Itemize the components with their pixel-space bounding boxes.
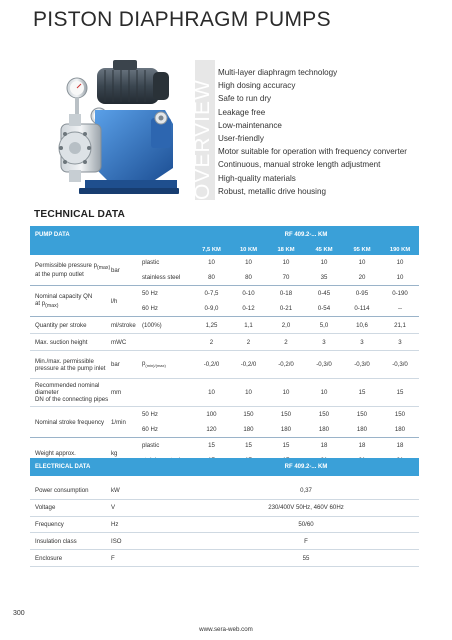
table-row: [30, 317, 419, 334]
header-spacer: [30, 244, 193, 255]
row-label: Power consumption: [30, 483, 111, 499]
table-row: [30, 255, 419, 270]
table-row: [30, 550, 419, 567]
cell: 10,6: [343, 317, 381, 334]
feature-item: Low-maintenance: [218, 120, 282, 130]
row-sublabel-empty: [142, 334, 193, 351]
row-sublabel: $p_{(min)/(max)}$: [142, 351, 193, 379]
cell: 3: [305, 334, 343, 351]
cell: -0,3/0: [381, 351, 419, 379]
row-unit: l/h: [111, 286, 142, 317]
row-label: Insulation class: [30, 533, 111, 550]
row-label: Voltage: [30, 499, 111, 516]
cell: 18: [396, 442, 404, 449]
cell: 1,1: [230, 317, 267, 334]
cell: 150: [280, 411, 292, 418]
electrical-data-table: [30, 458, 419, 567]
cell: 180: [343, 422, 381, 438]
cell: 0-9,0: [193, 301, 230, 317]
row-label: Recommended nominal diameter DN of the connecting pipes: [30, 379, 111, 407]
cell: 2: [267, 334, 305, 351]
cell: 10: [208, 259, 215, 266]
cell: 150: [356, 411, 368, 418]
row-label: Nominal capacity QN at $p_{(max)}$: [30, 286, 111, 317]
row-unit: bar: [111, 351, 142, 379]
cell: 0-7,5: [204, 290, 219, 297]
cell: 15: [282, 442, 290, 449]
cell: 3: [343, 334, 381, 351]
cell: 150: [243, 411, 254, 418]
cell: 15: [245, 442, 252, 449]
model-title: RF 409.2-... KM: [193, 226, 419, 244]
feature-item: Leakage free: [218, 107, 266, 117]
cell: 80: [193, 270, 230, 286]
cell: 10: [320, 259, 328, 266]
cell: 0-45: [317, 290, 331, 297]
feature-item: Motor suitable for operation with frequency converter: [218, 147, 407, 157]
row-unit: ml/stroke: [111, 317, 142, 334]
cell: --: [381, 301, 419, 317]
row-sublabel-empty: [142, 379, 193, 407]
cell: 100: [206, 411, 217, 418]
cell: 2,0: [267, 317, 305, 334]
row-unit: Hz: [111, 516, 193, 533]
table-row: [30, 379, 419, 407]
row-label: Max. suction height: [30, 334, 111, 351]
cell: -0,2/0: [267, 351, 305, 379]
cell: -0,2/0: [230, 351, 267, 379]
cell: 150: [394, 411, 406, 418]
row-sublabel: stainless steel: [142, 270, 193, 286]
cell: 180: [381, 422, 419, 438]
feature-item: Multi-layer diaphragm technology: [218, 68, 338, 77]
cell: 70: [267, 270, 305, 286]
table-row: [30, 334, 419, 351]
electrical-data-title: ELECTRICAL DATA: [30, 458, 193, 476]
cell: F: [193, 533, 419, 550]
row-sublabel: 60 Hz: [142, 301, 193, 317]
row-sublabel: plastic: [142, 259, 160, 266]
cell: 0-12: [230, 301, 267, 317]
cell: 10: [267, 379, 305, 407]
feature-item: High-quality materials: [218, 173, 296, 183]
row-label: Weight approx.: [30, 438, 111, 469]
cell: 15: [381, 379, 419, 407]
cell: 55: [193, 550, 419, 567]
feature-item: Safe to run dry: [218, 94, 272, 104]
cell: 10: [305, 379, 343, 407]
cell: 0-21: [267, 301, 305, 317]
cell: 50/60: [193, 516, 419, 533]
cell: 180: [305, 422, 343, 438]
footer-url[interactable]: www.sera-web.com: [199, 626, 253, 633]
row-unit: ISO: [111, 533, 193, 550]
cell: 10: [381, 270, 419, 286]
cell: 180: [267, 422, 305, 438]
cell: 150: [318, 411, 330, 418]
table-row: [30, 516, 419, 533]
cell: 5,0: [305, 317, 343, 334]
column-header: 18 KM: [267, 244, 305, 255]
page-number: 300: [13, 610, 25, 617]
cell: 1,25: [193, 317, 230, 334]
cell: 0-54: [305, 301, 343, 317]
cell: 80: [230, 270, 267, 286]
row-unit: kW: [111, 483, 193, 499]
cell: 10: [282, 259, 290, 266]
pump-image: [55, 58, 185, 208]
table-spacer: [30, 476, 419, 483]
feature-item: Robust, metallic drive housing: [218, 186, 326, 196]
row-unit: 1/min: [111, 407, 142, 438]
table-row: [30, 407, 419, 423]
column-header: 190 KM: [381, 244, 419, 255]
row-sublabel: plastic: [142, 442, 160, 449]
column-header: 10 KM: [230, 244, 267, 255]
cell: 10: [358, 259, 366, 266]
cell: 0-10: [242, 290, 255, 297]
pump-data-table: [30, 226, 419, 469]
row-unit: mWC: [111, 334, 142, 351]
row-label: Min./max. permissible pressure at the pump inlet: [30, 351, 111, 379]
cell: 18: [320, 442, 328, 449]
cell: 0,37: [193, 483, 419, 499]
row-label: Frequency: [30, 516, 111, 533]
cell: 0-18: [279, 290, 293, 297]
cell: -0,3/0: [343, 351, 381, 379]
row-sublabel: (100%): [142, 317, 193, 334]
row-label: Permissible pressure $p_{(max)}$ at the pump outlet: [30, 255, 111, 286]
cell: 10: [245, 259, 252, 266]
row-label: Nominal stroke frequency: [30, 407, 111, 438]
model-title: RF 409.2-... KM: [193, 458, 419, 476]
column-header: 45 KM: [305, 244, 343, 255]
cell: 21,1: [381, 317, 419, 334]
cell: -0,2/0: [193, 351, 230, 379]
cell: 10: [396, 259, 404, 266]
feature-item: Continuous, manual stroke length adjustment: [218, 160, 381, 170]
cell: 0-114: [343, 301, 381, 317]
column-header: 7,5 KM: [193, 244, 230, 255]
cell: 120: [193, 422, 230, 438]
table-row: [30, 483, 419, 499]
cell: 20: [343, 270, 381, 286]
row-unit: mm: [111, 379, 142, 407]
row-label: Enclosure: [30, 550, 111, 567]
cell: 35: [305, 270, 343, 286]
row-unit: bar: [111, 255, 142, 286]
technical-data-heading: TECHNICAL DATA: [34, 209, 126, 220]
row-unit: kg: [111, 438, 142, 469]
cell: -0,3/0: [305, 351, 343, 379]
cell: 0-95: [355, 290, 369, 297]
cell: 15: [343, 379, 381, 407]
cell: 230/400V 50Hz, 460V 60Hz: [193, 499, 419, 516]
cell: 2: [193, 334, 230, 351]
column-header: 95 KM: [343, 244, 381, 255]
cell: 10: [193, 379, 230, 407]
cell: 10: [230, 379, 267, 407]
cell: 18: [358, 442, 366, 449]
cell: 0-190: [392, 290, 408, 297]
row-sublabel: 60 Hz: [142, 422, 193, 438]
cell: 3: [381, 334, 419, 351]
cell: 15: [208, 442, 215, 449]
overview-label: OVERVIEW: [191, 79, 214, 200]
table-row: [30, 438, 419, 454]
row-sublabel: 50 Hz: [142, 290, 158, 297]
row-sublabel: 50 Hz: [142, 411, 158, 418]
row-unit: V: [111, 499, 193, 516]
cell: 180: [230, 422, 267, 438]
feature-list: [218, 66, 407, 198]
page-title: PISTON DIAPHRAGM PUMPS: [33, 8, 331, 31]
table-row: [30, 533, 419, 550]
feature-item: User-friendly: [218, 134, 264, 144]
table-row: [30, 351, 419, 379]
cell: 2: [230, 334, 267, 351]
table-row: [30, 499, 419, 516]
feature-item: High dosing accuracy: [218, 81, 296, 91]
row-unit: F: [111, 550, 193, 567]
table-row: [30, 286, 419, 302]
row-label: Quantity per stroke: [30, 317, 111, 334]
pump-data-title: PUMP DATA: [30, 226, 193, 244]
